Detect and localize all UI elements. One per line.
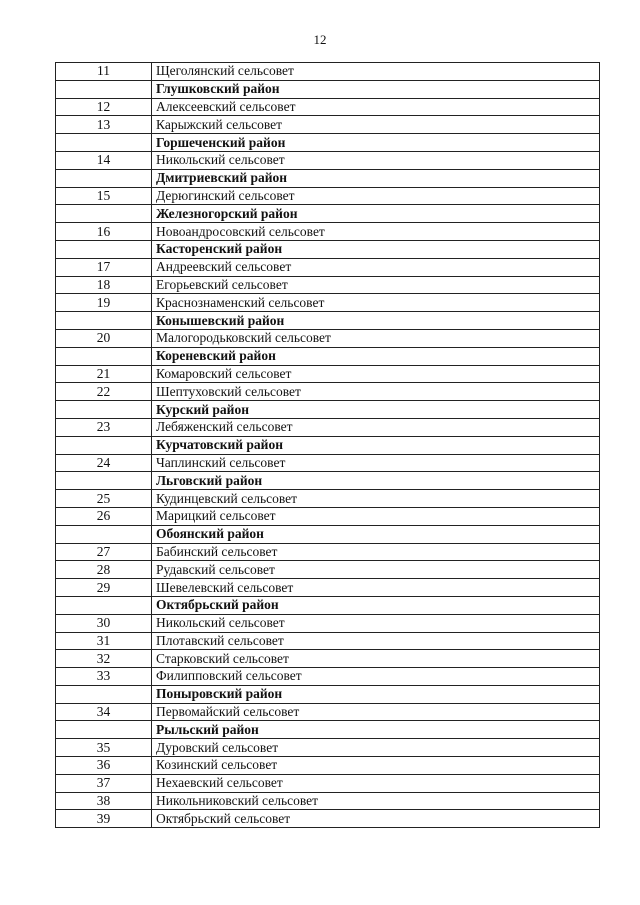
district-name: Курчатовский район xyxy=(152,436,600,454)
district-name: Дмитриевский район xyxy=(152,169,600,187)
row-number xyxy=(56,347,152,365)
row-number xyxy=(56,685,152,703)
district-name: Касторенский район xyxy=(152,240,600,258)
row-number: 38 xyxy=(56,792,152,810)
settlement-name: Никольский сельсовет xyxy=(152,151,600,169)
row-number: 28 xyxy=(56,561,152,579)
district-header-row xyxy=(56,685,600,703)
row-number: 21 xyxy=(56,365,152,383)
row-number: 32 xyxy=(56,650,152,668)
row-number xyxy=(56,134,152,152)
row-number: 20 xyxy=(56,329,152,347)
table-row xyxy=(56,98,600,116)
district-header-row xyxy=(56,312,600,330)
district-name: Октябрьский район xyxy=(152,596,600,614)
district-header-row xyxy=(56,721,600,739)
district-header-row xyxy=(56,169,600,187)
page-number: 12 xyxy=(313,32,327,47)
row-number xyxy=(56,240,152,258)
table-row xyxy=(56,703,600,721)
row-number xyxy=(56,472,152,490)
row-number xyxy=(56,525,152,543)
settlement-name: Никольниковский сельсовет xyxy=(152,792,600,810)
district-header-row xyxy=(56,436,600,454)
row-number xyxy=(56,205,152,223)
row-number: 39 xyxy=(56,810,152,828)
table-row xyxy=(56,757,600,775)
settlements-table-body xyxy=(56,63,600,828)
table-row xyxy=(56,614,600,632)
row-number: 24 xyxy=(56,454,152,472)
settlement-name: Малогородьковский сельсовет xyxy=(152,329,600,347)
table-row xyxy=(56,63,600,81)
district-name: Поныровский район xyxy=(152,685,600,703)
settlement-name: Егорьевский сельсовет xyxy=(152,276,600,294)
table-row xyxy=(56,543,600,561)
district-name: Глушковский район xyxy=(152,80,600,98)
row-number: 16 xyxy=(56,223,152,241)
settlement-name: Кудинцевский сельсовет xyxy=(152,490,600,508)
table-row xyxy=(56,792,600,810)
table-row xyxy=(56,116,600,134)
table-row xyxy=(56,151,600,169)
district-name: Конышевский район xyxy=(152,312,600,330)
table-row xyxy=(56,329,600,347)
table-row xyxy=(56,774,600,792)
row-number: 15 xyxy=(56,187,152,205)
table-row xyxy=(56,258,600,276)
settlement-name: Шептуховский сельсовет xyxy=(152,383,600,401)
table-row xyxy=(56,187,600,205)
settlement-name: Комаровский сельсовет xyxy=(152,365,600,383)
row-number: 35 xyxy=(56,739,152,757)
settlement-name: Щеголянский сельсовет xyxy=(152,63,600,81)
table-row xyxy=(56,223,600,241)
row-number xyxy=(56,436,152,454)
district-header-row xyxy=(56,472,600,490)
settlement-name: Краснознаменский сельсовет xyxy=(152,294,600,312)
settlement-name: Первомайский сельсовет xyxy=(152,703,600,721)
table-row xyxy=(56,276,600,294)
settlement-name: Марицкий сельсовет xyxy=(152,507,600,525)
settlement-name: Октябрьский сельсовет xyxy=(152,810,600,828)
table-row xyxy=(56,365,600,383)
settlement-name: Лебяженский сельсовет xyxy=(152,418,600,436)
settlement-name: Бабинский сельсовет xyxy=(152,543,600,561)
settlement-name: Нехаевский сельсовет xyxy=(152,774,600,792)
row-number: 37 xyxy=(56,774,152,792)
table-row xyxy=(56,739,600,757)
table-row xyxy=(56,418,600,436)
district-name: Кореневский район xyxy=(152,347,600,365)
row-number xyxy=(56,401,152,419)
settlement-name: Плотавский сельсовет xyxy=(152,632,600,650)
row-number: 23 xyxy=(56,418,152,436)
settlements-table xyxy=(55,62,600,828)
district-header-row xyxy=(56,134,600,152)
settlement-name: Козинский сельсовет xyxy=(152,757,600,775)
district-header-row xyxy=(56,596,600,614)
district-header-row xyxy=(56,80,600,98)
district-name: Горшеченский район xyxy=(152,134,600,152)
settlement-name: Дуровский сельсовет xyxy=(152,739,600,757)
district-name: Железногорский район xyxy=(152,205,600,223)
table-row xyxy=(56,294,600,312)
district-header-row xyxy=(56,205,600,223)
settlement-name: Новоандросовский сельсовет xyxy=(152,223,600,241)
table-row xyxy=(56,507,600,525)
row-number: 36 xyxy=(56,757,152,775)
table-row xyxy=(56,561,600,579)
district-header-row xyxy=(56,240,600,258)
table-row xyxy=(56,810,600,828)
row-number: 19 xyxy=(56,294,152,312)
settlement-name: Дерюгинский сельсовет xyxy=(152,187,600,205)
district-name: Курский район xyxy=(152,401,600,419)
settlement-name: Чаплинский сельсовет xyxy=(152,454,600,472)
table-row xyxy=(56,632,600,650)
settlement-name: Никольский сельсовет xyxy=(152,614,600,632)
row-number: 29 xyxy=(56,579,152,597)
row-number: 34 xyxy=(56,703,152,721)
table-row xyxy=(56,383,600,401)
table-row xyxy=(56,454,600,472)
district-header-row xyxy=(56,525,600,543)
row-number: 33 xyxy=(56,668,152,686)
settlement-name: Карыжский сельсовет xyxy=(152,116,600,134)
row-number: 26 xyxy=(56,507,152,525)
row-number: 17 xyxy=(56,258,152,276)
district-name: Обоянский район xyxy=(152,525,600,543)
district-name: Рыльский район xyxy=(152,721,600,739)
row-number xyxy=(56,80,152,98)
row-number: 22 xyxy=(56,383,152,401)
row-number xyxy=(56,721,152,739)
row-number xyxy=(56,169,152,187)
row-number: 18 xyxy=(56,276,152,294)
row-number: 13 xyxy=(56,116,152,134)
district-name: Льговский район xyxy=(152,472,600,490)
row-number xyxy=(56,312,152,330)
settlement-name: Старковский сельсовет xyxy=(152,650,600,668)
row-number xyxy=(56,596,152,614)
district-header-row xyxy=(56,347,600,365)
table-row xyxy=(56,668,600,686)
district-header-row xyxy=(56,401,600,419)
settlement-name: Рудавский сельсовет xyxy=(152,561,600,579)
settlement-name: Филипповский сельсовет xyxy=(152,668,600,686)
settlement-name: Андреевский сельсовет xyxy=(152,258,600,276)
table-row xyxy=(56,650,600,668)
row-number: 12 xyxy=(56,98,152,116)
table-row xyxy=(56,579,600,597)
row-number: 25 xyxy=(56,490,152,508)
settlement-name: Шевелевский сельсовет xyxy=(152,579,600,597)
table-row xyxy=(56,490,600,508)
settlement-name: Алексеевский сельсовет xyxy=(152,98,600,116)
row-number: 30 xyxy=(56,614,152,632)
row-number: 27 xyxy=(56,543,152,561)
row-number: 31 xyxy=(56,632,152,650)
row-number: 14 xyxy=(56,151,152,169)
row-number: 11 xyxy=(56,63,152,81)
